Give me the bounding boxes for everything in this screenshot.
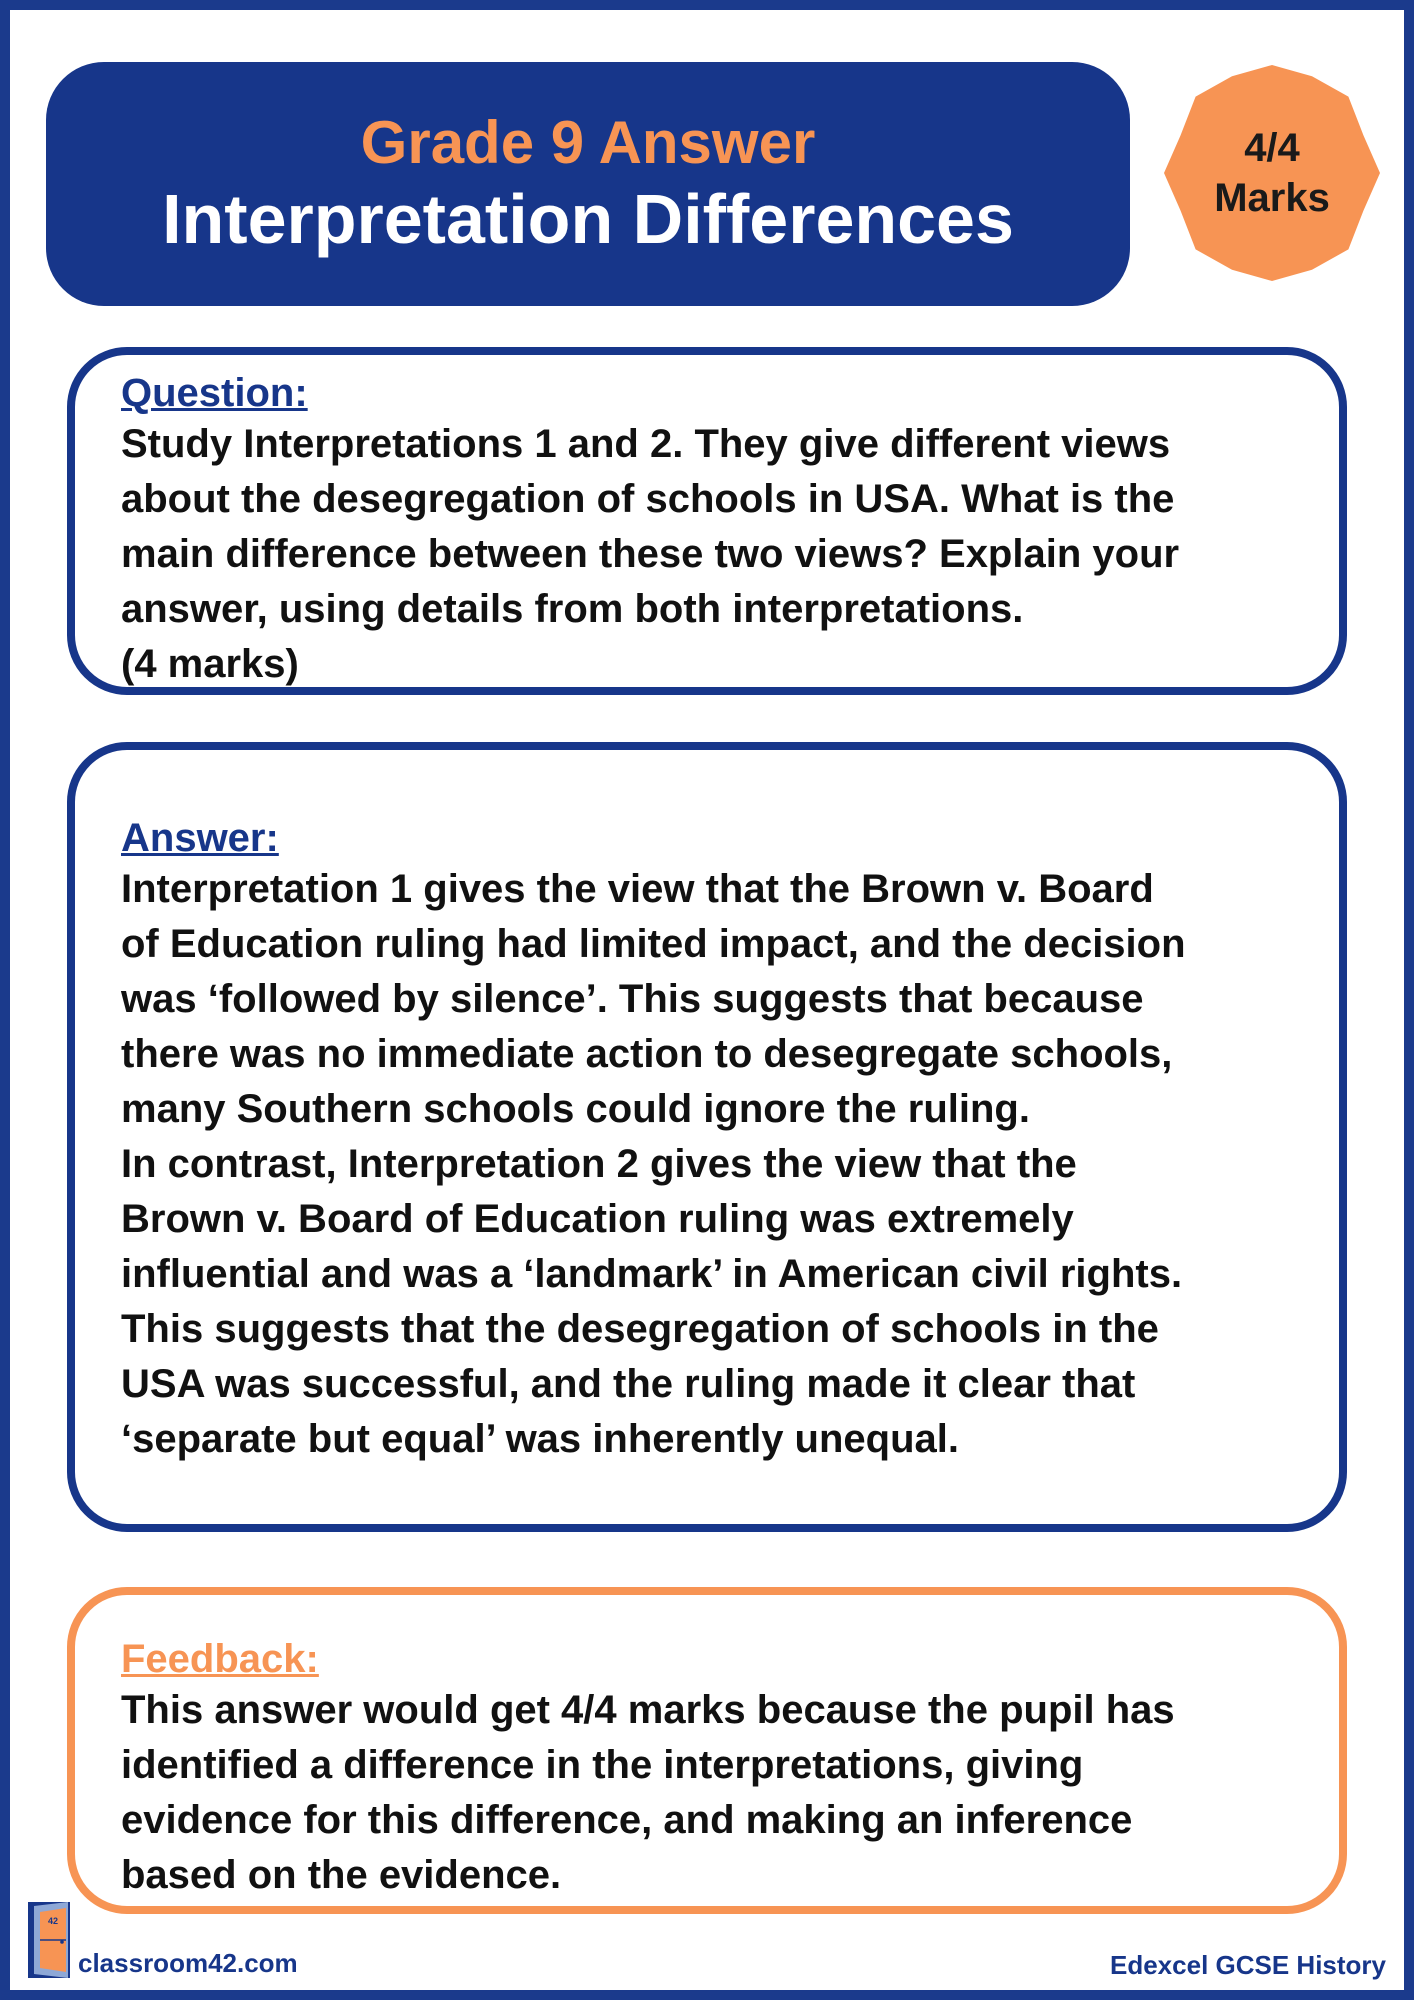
question-line: main difference between these two views? Explain your [121, 532, 1180, 576]
feedback-line: evidence for this difference, and making an inference [121, 1798, 1133, 1842]
answer-line: influential and was a ‘landmark’ in American civil rights. [121, 1252, 1183, 1296]
question-line: answer, using details from both interpretations. [121, 587, 1024, 631]
answer-line: Brown v. Board of Education ruling was extremely [121, 1197, 1074, 1241]
question-line: Study Interpretations 1 and 2. They give different views [121, 422, 1171, 466]
feedback-line: based on the evidence. [121, 1853, 562, 1897]
site-url[interactable]: classroom42.com [78, 1948, 298, 1978]
marks-badge [1164, 65, 1380, 281]
title-banner [46, 62, 1130, 306]
feedback-line: This answer would get 4/4 marks because the pupil has [121, 1688, 1175, 1732]
feedback-card [67, 1587, 1347, 1914]
answer-line: In contrast, Interpretation 2 gives the view that the [121, 1142, 1077, 1186]
site-branding [26, 1900, 298, 1980]
subject-label: Edexcel GCSE History [1110, 1950, 1386, 1980]
page-title: Interpretation Differences [162, 180, 1014, 258]
answer-text [121, 862, 1309, 1467]
feedback-line: identified a difference in the interpretations, giving [121, 1743, 1084, 1787]
grade-label: Grade 9 Answer [360, 109, 816, 176]
question-heading: Question: [121, 371, 308, 415]
answer-line: many Southern schools could ignore the ruling. [121, 1087, 1030, 1131]
door-logo-icon [26, 1900, 72, 1980]
answer-line: there was no immediate action to desegregate schools, [121, 1032, 1173, 1076]
question-line: about the desegregation of schools in USA. What is the [121, 477, 1175, 521]
question-text [121, 417, 1309, 692]
answer-line: USA was successful, and the ruling made it clear that [121, 1362, 1136, 1406]
answer-card [67, 742, 1347, 1532]
badge-label: Marks [1214, 176, 1330, 220]
answer-line: Interpretation 1 gives the view that the Brown v. Board [121, 867, 1154, 911]
feedback-text [121, 1683, 1309, 1903]
question-card [67, 347, 1347, 695]
answer-line: This suggests that the desegregation of schools in the [121, 1307, 1159, 1351]
logo-number: 42 [47, 1916, 59, 1926]
question-marks: (4 marks) [121, 642, 299, 686]
answer-line: ‘separate but equal’ was inherently unequal. [121, 1417, 960, 1461]
answer-line: was ‘followed by silence’. This suggests that because [121, 977, 1144, 1021]
badge-score: 4/4 [1244, 126, 1300, 170]
answer-line: of Education ruling had limited impact, and the decision [121, 922, 1186, 966]
feedback-heading: Feedback: [121, 1637, 319, 1681]
answer-heading: Answer: [121, 816, 279, 860]
